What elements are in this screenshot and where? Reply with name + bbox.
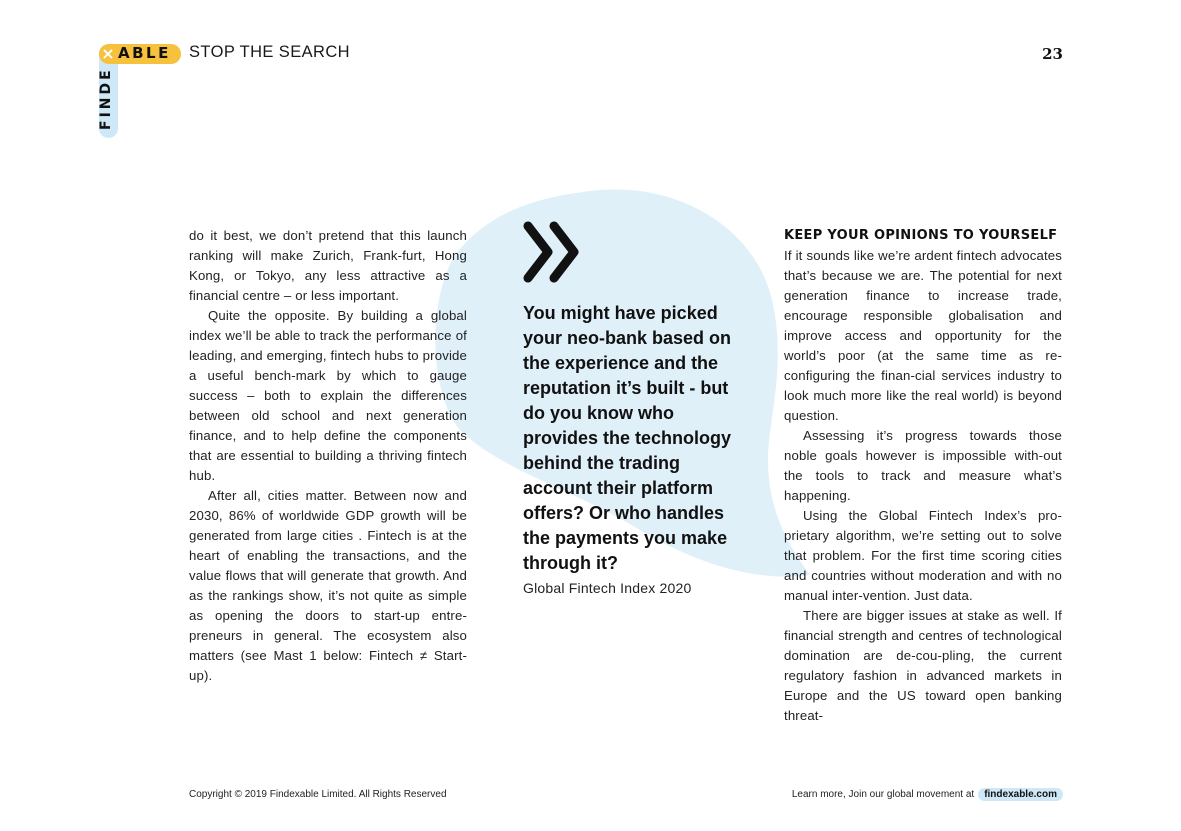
page-number: 23 xyxy=(1042,45,1063,63)
logo-x-mark: × xyxy=(101,44,115,63)
footer-copyright: Copyright © 2019 Findexable Limited. All Rights Reserved xyxy=(189,789,447,800)
findexable-link[interactable]: findexable.com xyxy=(978,788,1063,801)
body-paragraph: If it sounds like we’re ardent fintech advocates that’s because we are. The potential for next generation finance to increase trade, encourage responsible globalisation and improve access and opportunity for the world’s poor (at the same time as re-configuring the finan-cial services industry to look much more like the real world) is beyond question. xyxy=(784,248,1062,423)
left-column xyxy=(189,226,467,686)
logo-text-finde xyxy=(98,108,120,130)
body-paragraph: do it best, we don’t pretend that this launch ranking will make Zurich, Frank-furt, Hong Kong, or Tokyo, any less attractive as a financial centre – or less important. xyxy=(189,228,467,303)
footer-cta-text: Learn more, Join our global movement at xyxy=(791,789,975,800)
body-paragraph: After all, cities matter. Between now and 2030, 86% of worldwide GDP growth will be generated from large cities . Fintech is at the heart of enabling the transactions, and the value flows that will generate that growth. And as the rankings show, it’s not quite as simple as opening the doors to start-up entre-preneurs in general. The ecosystem also matters (see Mast 1 below: Fintech ≠ Start-up). xyxy=(189,488,467,683)
header-title: STOP THE SEARCH xyxy=(189,43,350,61)
pull-quote-source: Global Fintech Index 2020 xyxy=(523,580,692,596)
body-paragraph: There are bigger issues at stake as well. If financial strength and centres of technological domination are de-cou-pling, the current regulatory fashion in advanced markets in Europe and the US toward open banking threat- xyxy=(784,608,1062,723)
section-heading: KEEP YOUR OPINIONS TO YOURSELF xyxy=(784,228,1058,243)
quote-chevrons-icon xyxy=(522,220,586,284)
logo-text-able: ABLE xyxy=(118,44,171,62)
right-column xyxy=(784,226,1062,726)
footer-cta xyxy=(792,788,1063,801)
pull-quote-text: You might have picked your neo-bank based on the experience and the reputation it’s built - but do you know who provides the technology behind the trading account their platform offers? Or who handles the payments you make through it? xyxy=(523,303,732,573)
body-paragraph: Quite the opposite. By building a global index we’ll be able to track the performance of leading, and emerging, fintech hubs to provide a useful bench-mark by which to gauge success – both to explain the differences between old school and next generation finance, and to help define the components that are essential to building a thriving fintech hub. xyxy=(189,308,467,483)
body-paragraph: Assessing it’s progress towards those noble goals however is impossible with-out the tools to track and measure what’s happening. xyxy=(784,428,1062,503)
body-paragraph: Using the Global Fintech Index’s pro-prietary algorithm, we’re setting out to solve that problem. For the first time scoring cities and countries without moderation and with no manual inter-vention. Just data. xyxy=(784,508,1062,603)
